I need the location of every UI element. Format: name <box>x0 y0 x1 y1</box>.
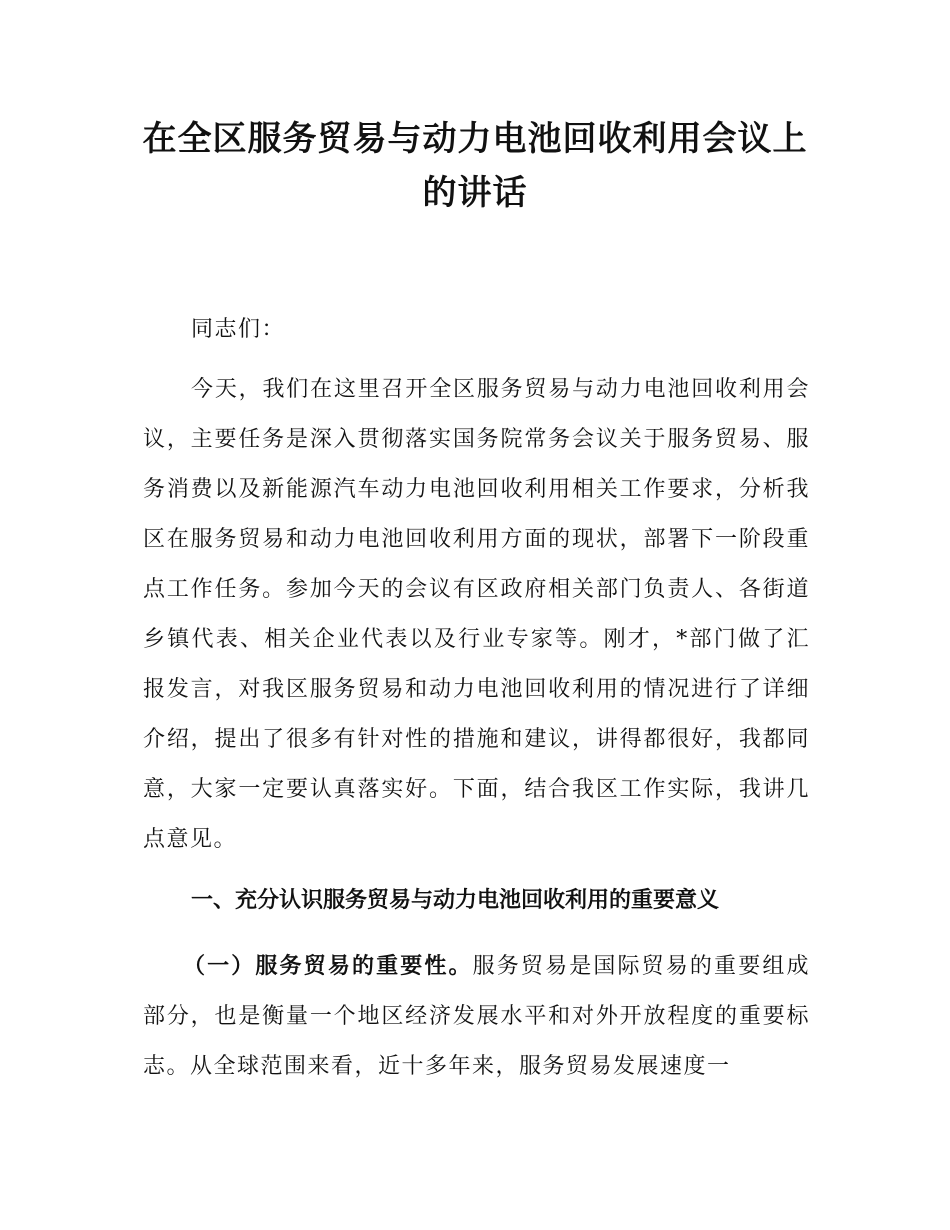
subsection-paragraph <box>143 942 810 1092</box>
document-title: 在全区服务贸易与动力电池回收利用会议上的讲话 <box>142 119 808 213</box>
section-heading: 一、充分认识服务贸易与动力电池回收利用的重要意义 <box>191 888 720 913</box>
subsection-lead: （一）服务贸易的重要性。 <box>183 954 473 979</box>
opening-paragraph: 今天，我们在这里召开全区服务贸易与动力电池回收利用会议，主要任务是深入贯彻落实国务院常务会议关于服务贸易、服务消费以及新能源汽车动力电池回收利用相关工作要求，分析我区在服务贸易和动力电池回收利用方面的现状，部署下一阶段重点工作任务。参加今天的会议有区政府相关部门负责人、各街道乡镇代表、相关企业代表以及行业专家等。刚才，*部门做了汇报发言，对我区服务贸易和动力电池回收利用的情况进行了详细介绍，提出了很多有针对性的措施和建议，讲得都很好，我都同意，大家一定要认真落实好。下面，结合我区工作实际，我讲几点意见。 <box>143 377 810 852</box>
subsection-text: 服务贸易是国际贸易的重要组成部分，也是衡量一个地区经济发展水平和对外开放程度的重要标志。从全球范围来看，近十多年来，服务贸易发展速度一 <box>143 954 810 1079</box>
salutation: 同志们： <box>191 317 286 342</box>
